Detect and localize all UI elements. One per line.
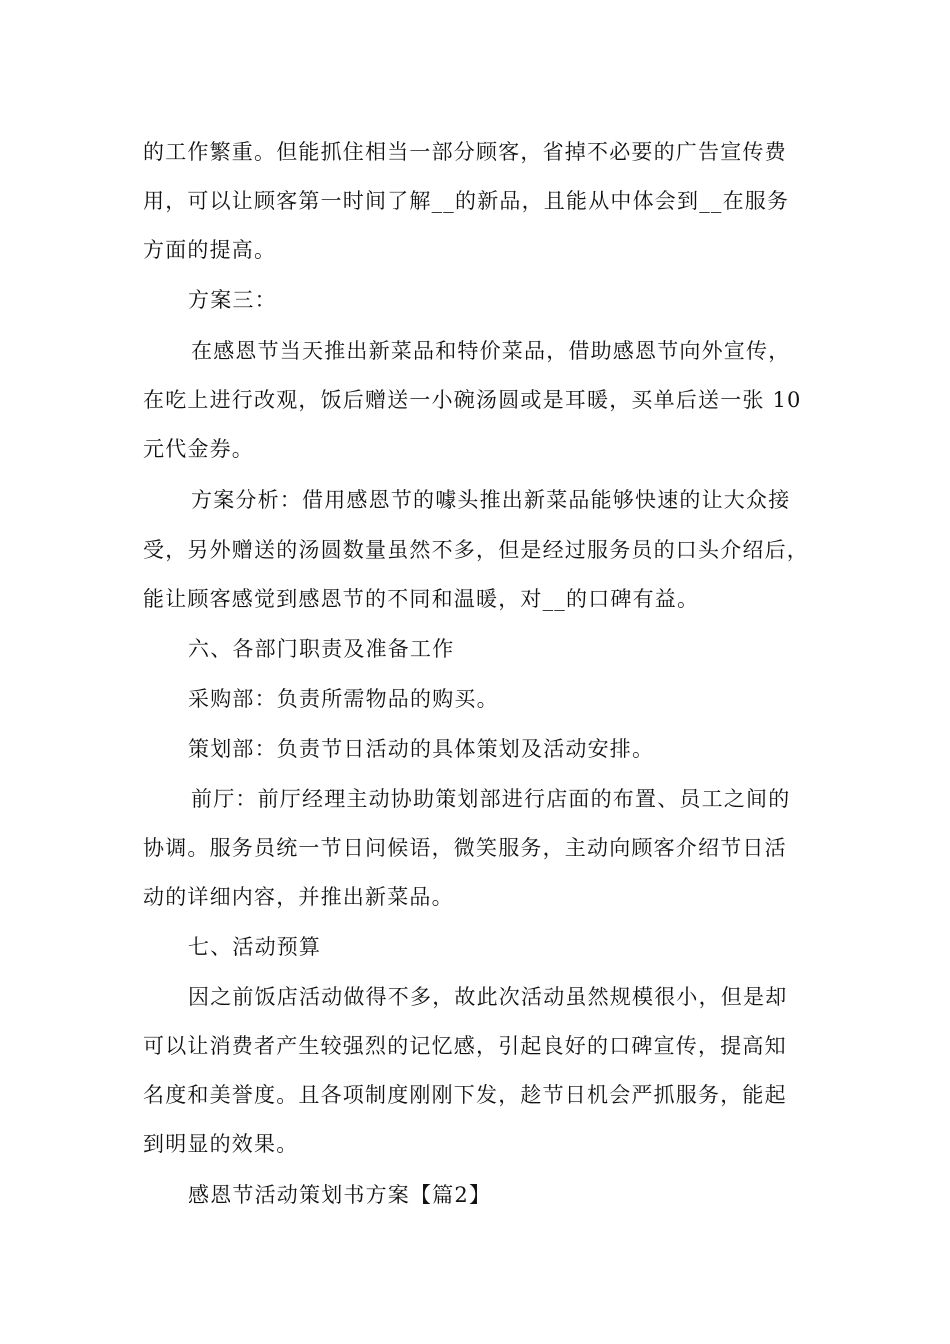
text-line: 方面的提高。 <box>143 238 277 262</box>
text-line: 能让顾客感觉到感恩节的不同和温暖，对__的口碑有益。 <box>143 587 700 611</box>
text-line: 方案分析：借用感恩节的噱头推出新菜品能够快速的让大众接 <box>191 488 791 512</box>
text-line: 可以让消费者产生较强烈的记忆感，引起良好的口碑宣传，提高知 <box>143 1034 787 1058</box>
section-heading: 六、各部门职责及准备工作 <box>188 637 455 661</box>
text-line: 协调。服务员统一节日问候语，微笑服务，主动向顾客介绍节日活 <box>143 836 787 860</box>
text-line: 名度和美誉度。且各项制度刚刚下发，趁节日机会严抓服务，能起 <box>143 1083 787 1107</box>
text-line: 到明显的效果。 <box>143 1132 299 1156</box>
text-line: 策划部：负责节日活动的具体策划及活动安排。 <box>188 737 655 761</box>
text-line: 前厅：前厅经理主动协助策划部进行店面的布置、员工之间的 <box>191 787 791 811</box>
text-line: 在感恩节当天推出新菜品和特价菜品，借助感恩节向外宣传， <box>191 339 791 363</box>
text-line: 受，另外赠送的汤圆数量虽然不多，但是经过服务员的口头介绍后， <box>143 538 809 562</box>
text-line: 动的详细内容，并推出新菜品。 <box>143 885 454 909</box>
text-line: 因之前饭店活动做得不多，故此次活动虽然规模很小，但是却 <box>188 985 788 1009</box>
text-line: 元代金券。 <box>143 437 254 461</box>
text-line: 在吃上进行改观，饭后赠送一小碗汤圆或是耳暖，买单后送一张 10 <box>143 388 802 412</box>
text-line: 采购部：负责所需物品的购买。 <box>188 687 499 711</box>
text-line: 的工作繁重。但能抓住相当一部分顾客，省掉不必要的广告宣传费 <box>143 140 787 164</box>
section-title: 感恩节活动策划书方案【篇2】 <box>188 1183 492 1207</box>
section-heading: 七、活动预算 <box>188 935 322 959</box>
section-heading: 方案三： <box>188 288 277 312</box>
text-line: 用，可以让顾客第一时间了解__的新品，且能从中体会到__在服务 <box>143 189 790 213</box>
